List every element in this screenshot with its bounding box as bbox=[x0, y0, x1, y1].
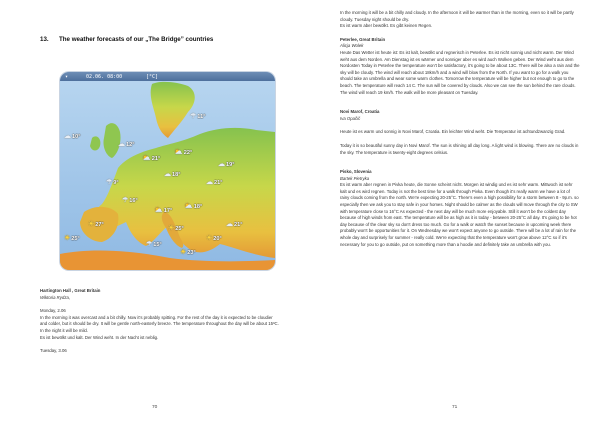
sun-icon: ☀ bbox=[168, 225, 175, 232]
sun-icon: ☀ bbox=[206, 235, 213, 242]
cloud-icon: ☁ bbox=[164, 171, 171, 178]
left-text-block bbox=[40, 288, 280, 355]
paragraph: Es ist warm aber bewölkt. Es gibt keinen Regen. bbox=[340, 23, 433, 29]
map-date: 02.06. 08:00 bbox=[86, 73, 123, 80]
sun-icon: ☀ bbox=[180, 249, 187, 256]
section-title: The weather forecasts of our „The Bridge” countries bbox=[59, 36, 214, 43]
map-point: ☁21° bbox=[226, 221, 243, 228]
map-point: ☁21° bbox=[206, 179, 223, 186]
map-point: ☀25° bbox=[168, 225, 184, 232]
cloud-icon: ☁ bbox=[118, 141, 125, 148]
map-point: ☁19° bbox=[218, 161, 235, 168]
map-point: ⛅17° bbox=[154, 207, 173, 214]
paragraph: In the morning it was overcast and a bit chilly. Now it's probably spitting. For the rest of the day it is expected to be cloudier and colder, but it should be dry. It will be gentle north-easterly breeze. The temperature throughout the day will be about 15ºC. In the night it will be mild. bbox=[40, 314, 279, 333]
rain-icon: ☂ bbox=[190, 113, 197, 120]
cloud-icon: ☁ bbox=[218, 161, 225, 168]
author-name: Alicja Wolek bbox=[340, 43, 364, 49]
paragraph: Heute Das Wetter ist heute ist: Es ist kalt, bewölkt und regnerisch in Peterlee. Es ist nicht sonnig und nicht warm. Der Wind weht aus dem Norden. Am Dienstag ist es wärmer und sonniger aber es wird auch Wolken geben. Der Wind weht aus dem Nordosten Today in Peterlee the temperature won't be satisfactory, it's going to be about 13C. There will be also a rain and the sky will be cloudy. The wind will reach about 18km/h and a wind will blow from the North. If you want to go for a walk you should take an umbrella and wear some warm clothes. Tomorrow the temperature will be higher but not enough to go to the beach. The temperature will reach 14 C. The sun will be covered by clouds. Also we can see the sun behind the rare clouds. The wind will reach 19 km/h. The walk will be more pleasant on Tuesday. bbox=[340, 49, 580, 95]
paragraph: Es ist bewölkt und kalt. Der Wind weht. In der Nacht ist neblig. bbox=[40, 334, 159, 340]
author-place: Hartington Hall , Great Britain bbox=[40, 288, 101, 293]
map-point: ☀25° bbox=[64, 235, 80, 242]
map-point: ☂16° bbox=[122, 197, 138, 204]
map-point: ☁18° bbox=[164, 171, 181, 178]
map-point: ⛅21° bbox=[142, 155, 161, 162]
sun-cloud-icon: ⛅ bbox=[154, 207, 163, 214]
map-unit: [°C] bbox=[146, 73, 159, 80]
weather-map bbox=[60, 72, 275, 270]
sun-cloud-icon: ⛅ bbox=[142, 155, 151, 162]
rain-icon: ☂ bbox=[122, 197, 129, 204]
page-number: 71 bbox=[452, 405, 458, 410]
right-page bbox=[300, 0, 600, 424]
rain-icon: ☂ bbox=[106, 179, 113, 186]
map-point: ☀20° bbox=[206, 235, 222, 242]
paragraph: Heute ist es warm und sonnig in Novi Marof, Croatia. Ein leichter Wind weht. Die Temperatur ist achtundzwanzig Grad. bbox=[340, 129, 566, 135]
cloud-icon: ☁ bbox=[226, 221, 233, 228]
map-point: ☁10° bbox=[64, 133, 81, 140]
section-number: 13. bbox=[40, 36, 49, 43]
map-point: ☂11° bbox=[190, 113, 206, 120]
location-heading: Pisko, Slovenia bbox=[340, 169, 372, 175]
sun-icon: ☀ bbox=[64, 235, 71, 242]
map-point: ⛅18° bbox=[184, 203, 203, 210]
map-header bbox=[60, 72, 275, 81]
map-point: ☂9° bbox=[106, 179, 119, 186]
section-heading bbox=[40, 36, 213, 43]
map-point: ☂15° bbox=[146, 241, 162, 248]
sun-cloud-icon: ⛅ bbox=[184, 203, 193, 210]
map-point: ☀23° bbox=[180, 249, 196, 256]
sun-icon: ☀ bbox=[88, 221, 95, 228]
map-dropdown-icon: ▾ bbox=[65, 73, 69, 80]
sun-cloud-icon: ⛅ bbox=[174, 149, 183, 156]
location-heading: Novi Marof, Croatia bbox=[340, 109, 380, 115]
date-label: Monday, 2.06 bbox=[40, 308, 66, 314]
author-name: Iva Opačić bbox=[340, 115, 361, 121]
paragraph: Today it is so beautiful sunny day in Novi Marof. The sun is shining all day long. A light wind is blowing. There are no clouds in the sky. The temperature is twenty-eight degrees celsius. bbox=[340, 142, 579, 155]
author-name: Wiktoria Rydza, bbox=[40, 294, 71, 300]
map-point: ☀27° bbox=[88, 221, 104, 228]
page-number: 70 bbox=[152, 405, 158, 410]
rain-icon: ☂ bbox=[146, 241, 153, 248]
cloud-icon: ☁ bbox=[206, 179, 213, 186]
paragraph: In the morning it will be a bit chilly and cloudy. In the afternoon it will be warmer than in the morning, even so it will be partly cloudy. Tuesday night should be dry. bbox=[340, 10, 574, 22]
right-text-block bbox=[340, 10, 580, 248]
cloud-icon: ☁ bbox=[64, 133, 71, 140]
location-heading: Peterlee, Great Britain bbox=[340, 36, 386, 42]
map-point: ⛅22° bbox=[174, 149, 193, 156]
author-name: Bartek Pietryka bbox=[340, 175, 370, 181]
map-point: ☁12° bbox=[118, 141, 135, 148]
date-label: Tuesday, 3.06 bbox=[40, 348, 67, 354]
paragraph: Es ist warm aber regnen in Pivka heute, die Sonne scheint nicht. Morgen ist windig und es ist sehr warm. Mittwoch ist sehr kalt und es wird regnen. Today is not the best time for a walk through Pivka. Even though it's really warm we have a lot of rainy clouds coming from the north. We're expecting 20-25°C. There's even a high possibility for a storm between 8 - 9p.m. so especially then we ask you to stay safe in your homes. Night should be calmer as the clouds will move through the city to SW with temperature close to 16°C As expected - the next day will be much more enjoyable. Still it won't be the coldest day because of high winds from east. The temperature will be as high as it is today - between 20-25°C all day. It's going to be hot day because of the clear sky so don't dress too much. Go for a walk or watch the sunset because in upcoming week there probably won't be opportunities for it. On Wednesday we won't expect anyone to go outside. There will be a lot of rain for the whole day and surprisely for summer - really cold. We're expecting that the temperature won't grow above 12°C so if it's necessary for you to go outside, put on something more than a hoodie and definitely take an umbrella with you. bbox=[340, 182, 579, 247]
